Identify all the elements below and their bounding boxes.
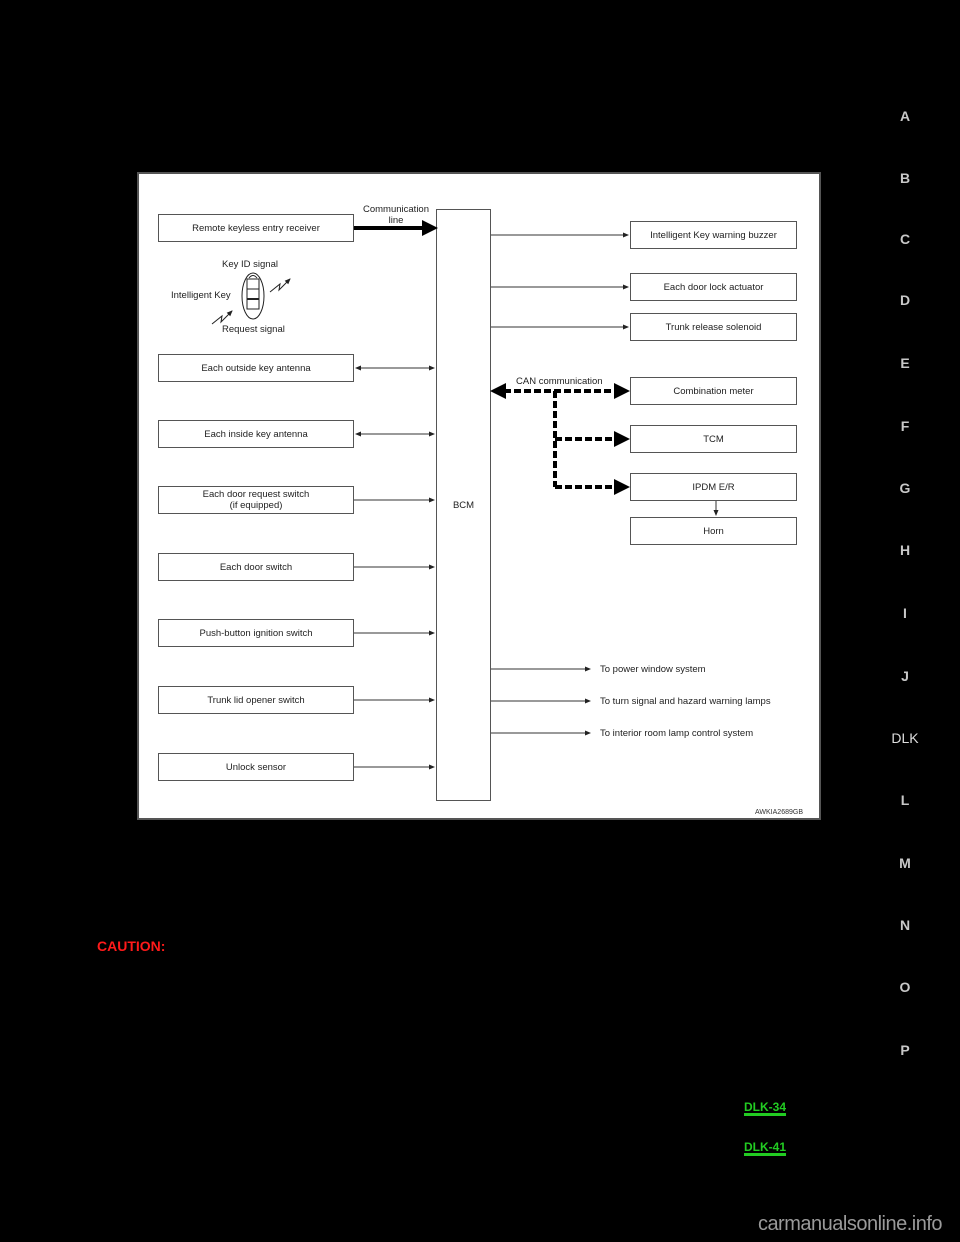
box-unlock-sensor: Unlock sensor <box>158 753 354 781</box>
box-combination-meter: Combination meter <box>630 377 797 405</box>
caution-heading: CAUTION: <box>97 938 166 954</box>
box-door-switch: Each door switch <box>158 553 354 581</box>
communication-line-label: Communication line <box>363 204 429 226</box>
box-outside-key-antenna: Each outside key antenna <box>158 354 354 382</box>
box-warning-buzzer: Intelligent Key warning buzzer <box>630 221 797 249</box>
index-m[interactable]: M <box>899 855 911 871</box>
index-g[interactable]: G <box>899 480 911 496</box>
box-ipdm-er: IPDM E/R <box>630 473 797 501</box>
box-push-button-ignition-switch: Push-button ignition switch <box>158 619 354 647</box>
box-bcm: BCM <box>436 209 491 801</box>
index-a[interactable]: A <box>899 108 911 124</box>
xref-link-dlk-34[interactable]: DLK-34 <box>744 1100 787 1114</box>
door-request-switch-label: Each door request switch <box>202 489 310 500</box>
index-i[interactable]: I <box>903 605 907 621</box>
key-id-signal-label: Key ID signal <box>222 259 278 270</box>
box-tcm: TCM <box>630 425 797 453</box>
xref-link-dlk-41[interactable]: DLK-41 <box>744 1140 787 1154</box>
door-request-switch-note: (if equipped) <box>229 500 283 511</box>
index-dlk-current[interactable]: DLK <box>891 730 919 746</box>
box-inside-key-antenna: Each inside key antenna <box>158 420 354 448</box>
index-p[interactable]: P <box>900 1042 910 1058</box>
figure-id: AWKIA2689GB <box>755 809 803 816</box>
box-horn: Horn <box>630 517 797 545</box>
index-c[interactable]: C <box>899 231 911 247</box>
index-l[interactable]: L <box>900 792 910 808</box>
box-door-request-switch <box>158 486 354 514</box>
watermark: carmanualsonline.info <box>757 1213 942 1235</box>
index-d[interactable]: D <box>899 292 911 308</box>
box-door-lock-actuator: Each door lock actuator <box>630 273 797 301</box>
index-b[interactable]: B <box>899 170 911 186</box>
intelligent-key-label: Intelligent Key <box>171 290 231 301</box>
to-power-window-label: To power window system <box>600 664 706 675</box>
box-trunk-lid-opener-switch: Trunk lid opener switch <box>158 686 354 714</box>
index-o[interactable]: O <box>899 979 911 995</box>
to-turn-signal-label: To turn signal and hazard warning lamps <box>600 696 771 707</box>
index-j[interactable]: J <box>901 668 909 684</box>
to-interior-lamp-label: To interior room lamp control system <box>600 728 754 739</box>
box-remote-keyless-entry-receiver: Remote keyless entry receiver <box>158 214 354 242</box>
index-f[interactable]: F <box>900 418 910 434</box>
request-signal-label: Request signal <box>222 324 285 335</box>
can-communication-label: CAN communication <box>516 376 603 387</box>
index-n[interactable]: N <box>899 917 911 933</box>
index-h[interactable]: H <box>899 542 911 558</box>
box-trunk-release-solenoid: Trunk release solenoid <box>630 313 797 341</box>
index-e[interactable]: E <box>900 355 910 371</box>
